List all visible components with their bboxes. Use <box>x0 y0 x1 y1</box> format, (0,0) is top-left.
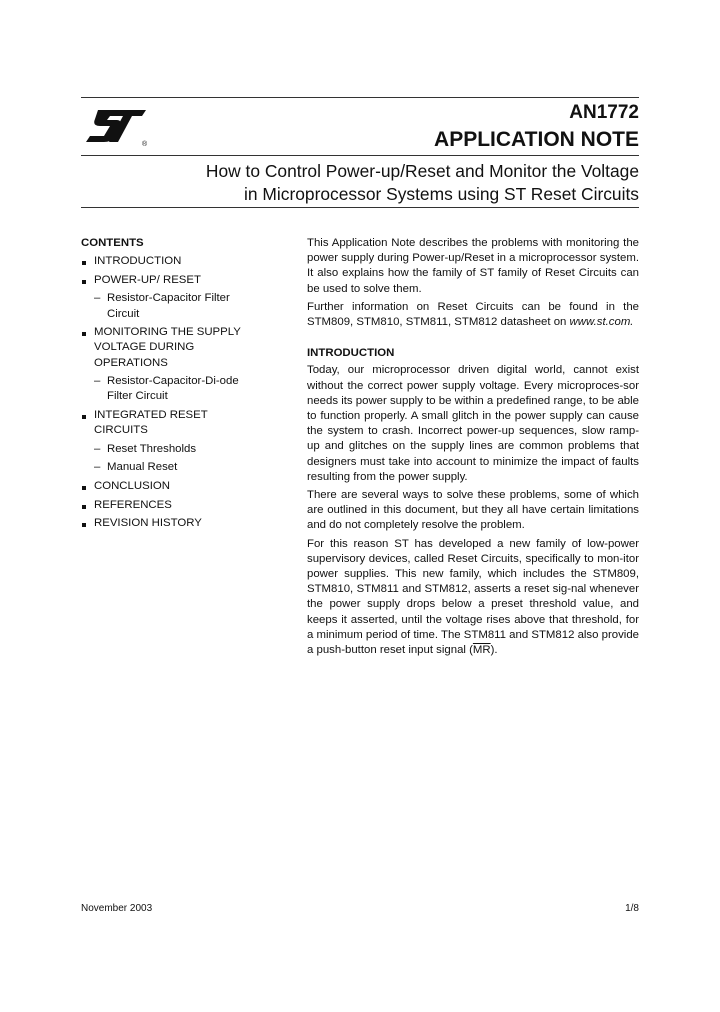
bullet-icon <box>82 505 86 509</box>
bullet-icon <box>82 415 86 419</box>
toc-item-revision-history[interactable] <box>81 516 256 531</box>
bullet-icon <box>82 486 86 490</box>
svg-text:®: ® <box>142 141 148 148</box>
body-paragraph: There are several ways to solve these problems, some of which are outlined in this document, but they all have certain limitations and do not completely resolve the problem. <box>307 489 639 532</box>
paragraph-text: For this reason ST has developed a new family of low-power supervisory devices, called Reset Circuits, specifically to mon-itor power supplies. This new family, which includes the STM809, STM810, STM811 and STM812, asserts a reset sig-nal whenever the power supply drops below a preset threshold value, and keeps it asserted, until the voltage rises above that threshold, for a minimum period of time. The STM811 and STM812 also provide a push-button reset input signal ( <box>307 537 639 657</box>
toc-subitem-label: Resistor-Capacitor-Di-ode Filter Circuit <box>107 375 239 403</box>
document-number: AN1772 <box>569 102 639 123</box>
header-top-rule <box>81 97 639 98</box>
dash-icon: – <box>94 442 101 455</box>
toc-item-label: MONITORING THE SUPPLY VOLTAGE DURING OPERATIONS <box>94 326 241 369</box>
bullet-icon <box>82 332 86 336</box>
toc-item-references[interactable] <box>81 498 256 513</box>
contents-list <box>81 236 256 535</box>
body-paragraph <box>307 537 639 659</box>
bullet-icon <box>82 261 86 265</box>
toc-item-label: REFERENCES <box>94 498 172 511</box>
toc-item-conclusion[interactable] <box>81 479 256 494</box>
toc-subitem-label: Manual Reset <box>107 461 178 474</box>
page-number: 1/8 <box>625 903 639 914</box>
subtitle-line: in Microprocessor Systems using ST Reset Circuits <box>244 184 639 204</box>
toc-item-power-up-reset[interactable] <box>81 273 256 288</box>
toc-subitem-rcd-filter[interactable] <box>81 374 256 404</box>
bullet-icon <box>82 280 86 284</box>
further-info-paragraph <box>307 300 639 330</box>
contents-title: CONTENTS <box>81 237 144 249</box>
toc-item-label: INTEGRATED RESET CIRCUITS <box>94 408 208 437</box>
dash-icon: – <box>94 461 101 474</box>
introduction-heading: INTRODUCTION <box>307 347 395 360</box>
toc-item-introduction[interactable] <box>81 254 256 269</box>
toc-subitem-label: Reset Thresholds <box>107 442 197 455</box>
document-subtitle <box>119 160 639 206</box>
toc-item-monitoring[interactable] <box>81 325 256 371</box>
toc-item-label: REVISION HISTORY <box>94 517 202 530</box>
subtitle-line: How to Control Power-up/Reset and Monitor the Voltage <box>205 161 639 181</box>
footer-date: November 2003 <box>81 903 153 914</box>
further-info-text: Further information on Reset Circuits can be found in the STM809, STM810, STM811, STM812 datasheet on <box>307 300 639 329</box>
st-logo <box>82 104 152 148</box>
title-rule <box>81 155 639 156</box>
toc-item-label: POWER-UP/ RESET <box>94 273 201 286</box>
document-type: APPLICATION NOTE <box>434 128 639 151</box>
body-column <box>307 236 639 661</box>
toc-subitem-rc-filter[interactable] <box>81 291 256 321</box>
toc-subitem-label: Resistor-Capacitor Filter Circuit <box>107 292 230 320</box>
toc-subitem-manual-reset[interactable] <box>81 460 256 475</box>
toc-subitem-reset-thresholds[interactable] <box>81 442 256 457</box>
mr-signal: $\overline{MR}$ <box>472 644 491 657</box>
toc-item-integrated-reset[interactable] <box>81 408 256 438</box>
toc-item-label: INTRODUCTION <box>94 255 182 268</box>
body-paragraph: Today, our microprocessor driven digital world, cannot exist without the correct power supply voltage. Every microproces-sor needs its power supply to be within a predefined range, to be able to function properly. A small glitch in the power supply can cause the system to crash. Incorrect power-up sequences, slow ramp-up and glitches on the supply lines are common problems that designers must take into account to minimize the impact of faults resulting from the power supply. <box>307 364 639 483</box>
toc-item-label: CONCLUSION <box>94 479 170 492</box>
dash-icon: – <box>94 292 101 305</box>
website-link[interactable]: www.st.com. <box>569 316 634 329</box>
paragraph-end: ). <box>490 644 498 657</box>
dash-icon: – <box>94 375 101 388</box>
bullet-icon <box>82 523 86 527</box>
abstract-paragraph: This Application Note describes the problems with monitoring the power supply during Power-up/Reset in a microprocessor system. It also explains how the family of ST family of Reset Circuits can be used to solve them. <box>307 237 639 295</box>
subtitle-rule <box>81 207 639 208</box>
